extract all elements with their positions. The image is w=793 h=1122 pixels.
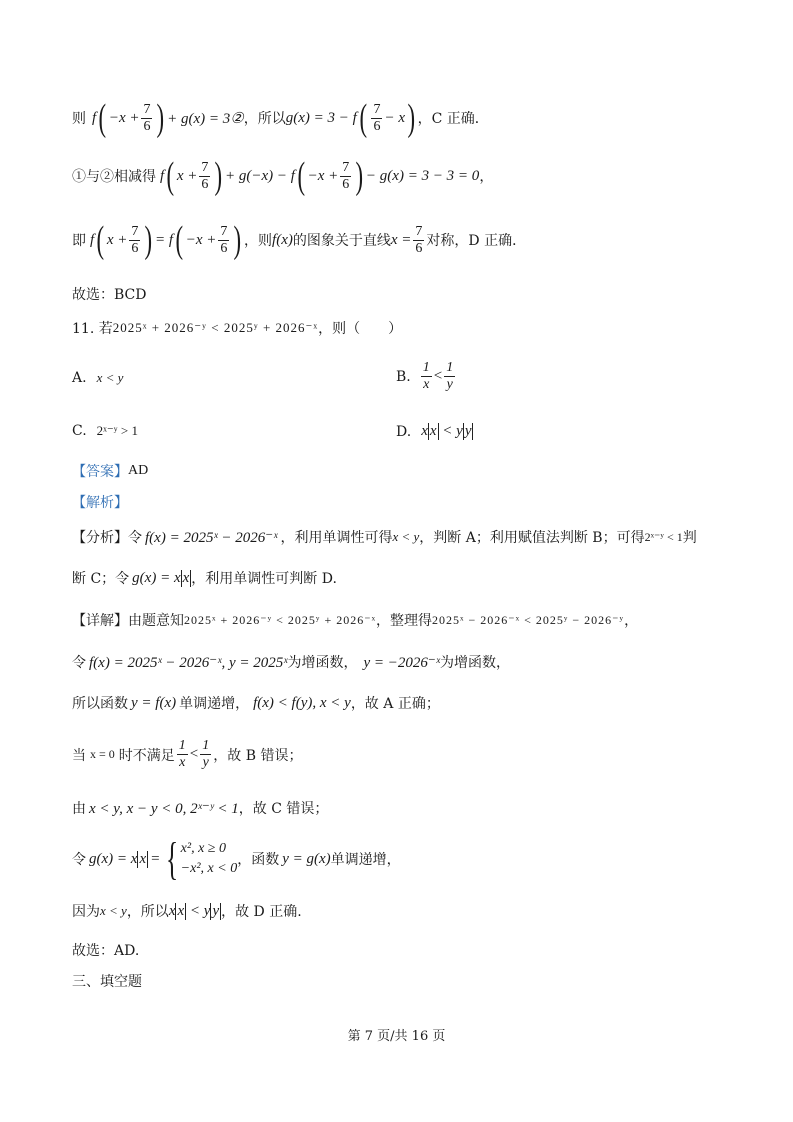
fraction: $\frac{7}{6}$ bbox=[201, 159, 209, 192]
text: 令 bbox=[72, 852, 86, 868]
detail-line-6 bbox=[72, 833, 401, 884]
option-d bbox=[396, 423, 473, 440]
text: ，则（ ） bbox=[318, 321, 403, 337]
detail-line-5 bbox=[72, 798, 328, 818]
text: ，故 C 错误； bbox=[238, 801, 329, 817]
fraction: $\frac{7}{6}$ bbox=[143, 101, 151, 134]
fraction: $\frac{1}{x}$ bbox=[178, 738, 186, 770]
math: y = −2026⁻ˣ bbox=[363, 654, 441, 671]
text: 即 bbox=[72, 233, 86, 249]
math: + g(x) = 3② bbox=[167, 110, 244, 127]
math: < y bbox=[438, 423, 463, 439]
fraction: $\frac{1}{y}$ bbox=[202, 738, 210, 770]
answer-line bbox=[72, 461, 148, 481]
math: 2ˣ⁻ʸ > 1 bbox=[96, 423, 138, 438]
math: + g(−x) − f bbox=[225, 167, 295, 184]
math: − x bbox=[384, 109, 405, 126]
paren-right: ) bbox=[157, 97, 165, 139]
text: ，故 D 正确. bbox=[221, 904, 302, 920]
text: ，故 A 正确； bbox=[350, 696, 440, 712]
option-a bbox=[72, 370, 123, 386]
math: = f bbox=[155, 231, 174, 248]
detail-line-4 bbox=[72, 738, 302, 771]
text: ，函数 bbox=[237, 852, 280, 868]
solution-line-1 bbox=[72, 97, 489, 139]
math: g(x) = x bbox=[132, 569, 181, 586]
math: g(x) = x bbox=[89, 850, 138, 867]
math: < y bbox=[186, 902, 211, 919]
math: −x + bbox=[108, 109, 140, 126]
text: 所以函数 bbox=[72, 696, 128, 712]
text: ，所以 bbox=[243, 111, 286, 127]
text: ，利用单调性可得 bbox=[280, 530, 393, 546]
math: 2ˣ⁻ʸ < 1 bbox=[644, 529, 683, 544]
text: 为增函数， bbox=[440, 655, 511, 671]
text: 由 bbox=[72, 801, 86, 817]
math: f bbox=[90, 231, 95, 248]
detail-line-3 bbox=[72, 693, 440, 713]
math: f(x) = 2025ˣ − 2026⁻ˣ bbox=[145, 529, 278, 546]
fraction: $\frac{7}{6}$ bbox=[342, 159, 350, 192]
math: y = g(x) bbox=[282, 850, 331, 867]
text: ，所以 bbox=[126, 904, 169, 920]
math: −x + bbox=[185, 231, 217, 248]
text: 令 bbox=[72, 655, 86, 671]
analysis-tag: 【解析】 bbox=[72, 495, 128, 511]
case-2: −x², x < 0 bbox=[180, 861, 238, 876]
math: x bbox=[139, 850, 147, 867]
text: 时不满足 bbox=[118, 747, 175, 764]
math: = bbox=[151, 850, 160, 867]
math: x bbox=[168, 902, 176, 919]
math: −x + bbox=[307, 167, 339, 184]
math: x + bbox=[106, 231, 128, 248]
paren-left: ( bbox=[297, 155, 306, 197]
option-b bbox=[396, 360, 457, 393]
math: x bbox=[182, 569, 190, 586]
detail-line-1 bbox=[72, 610, 638, 630]
analysis-heading bbox=[72, 492, 128, 512]
analysis-line-2 bbox=[72, 568, 337, 588]
text: 断 C；令 bbox=[72, 571, 130, 587]
text: ①与②相减得 bbox=[72, 169, 156, 185]
text: 故选：BCD bbox=[72, 287, 147, 303]
page-footer: 第 7 页/共 16 页 bbox=[347, 1029, 446, 1044]
math: x bbox=[429, 423, 437, 439]
option-label: C. bbox=[72, 423, 87, 439]
text: 故选：AD. bbox=[72, 943, 140, 959]
fraction: $\frac{1}{x}$ bbox=[422, 360, 430, 392]
paren-left: ( bbox=[359, 97, 367, 139]
option-label: B. bbox=[396, 368, 411, 385]
text: ，利用单调性可判断 D. bbox=[191, 571, 337, 587]
math: x bbox=[421, 423, 428, 439]
section-title: 三、填空题 bbox=[72, 974, 142, 990]
math: g(x) = 3 − f bbox=[285, 109, 357, 126]
math: f bbox=[160, 167, 165, 184]
detail-label: 【详解】 bbox=[72, 613, 128, 629]
fraction: $\frac{7}{6}$ bbox=[131, 223, 139, 256]
text: ，则 bbox=[244, 233, 273, 249]
option-c bbox=[72, 423, 138, 439]
text: ，C 正确． bbox=[417, 111, 489, 127]
math: x + bbox=[176, 167, 198, 184]
math: < bbox=[433, 368, 443, 384]
analysis-line-1 bbox=[72, 527, 697, 547]
piecewise-brace: { x², x ≥ 0 −x², x < 0 bbox=[165, 833, 238, 884]
text: 判 bbox=[682, 530, 697, 546]
solution-line-3 bbox=[72, 219, 527, 261]
paren-left: ( bbox=[175, 219, 184, 261]
case-1: x², x ≥ 0 bbox=[180, 841, 226, 856]
section-heading bbox=[72, 971, 142, 991]
math: 2025ˣ + 2026⁻ʸ < 2025ʸ + 2026⁻ˣ bbox=[184, 612, 377, 627]
math: x bbox=[177, 902, 185, 919]
paren-right: ) bbox=[407, 97, 416, 139]
paren-right: ) bbox=[233, 219, 242, 261]
math: y bbox=[464, 423, 472, 439]
analysis-label: 【分析】 bbox=[72, 530, 128, 546]
math: f(x) < f(y), x < y bbox=[253, 694, 351, 711]
text: ，判断 A；利用赋值法判断 B；可得 bbox=[419, 530, 645, 546]
text: 当 bbox=[72, 747, 86, 764]
math: x < y, x − y < 0, 2ˣ⁻ʸ < 1 bbox=[89, 800, 239, 817]
math: x < y bbox=[392, 529, 420, 544]
paren-right: ) bbox=[144, 219, 153, 261]
math: x < y bbox=[96, 370, 124, 385]
text: ，整理得 bbox=[376, 613, 433, 629]
math: − g(x) = 3 − 3 = 0 bbox=[365, 167, 480, 184]
fraction: $\frac{7}{6}$ bbox=[220, 223, 228, 256]
fraction: $\frac{1}{y}$ bbox=[446, 360, 454, 392]
answer-tag: 【答案】 bbox=[72, 464, 128, 480]
text: 为增函数， bbox=[287, 655, 358, 671]
fraction: $\frac{7}{6}$ bbox=[373, 101, 381, 134]
math: x = bbox=[390, 231, 412, 248]
paren-left: ( bbox=[96, 219, 105, 261]
math: y = f(x) bbox=[131, 694, 177, 711]
math: f(x) = 2025ˣ − 2026⁻ˣ, y = 2025ˣ bbox=[89, 654, 288, 671]
text: 因为 bbox=[72, 904, 100, 920]
text: 则 bbox=[72, 111, 86, 127]
fraction: $\frac{7}{6}$ bbox=[415, 223, 423, 256]
detail-line-2 bbox=[72, 652, 510, 672]
text: 对称，D 正确． bbox=[426, 233, 527, 249]
solution-line-4 bbox=[72, 284, 146, 304]
question-11 bbox=[72, 318, 402, 338]
math: x < y bbox=[100, 903, 127, 918]
text: 单调递增， bbox=[330, 852, 401, 868]
text: 11. 若 bbox=[72, 321, 113, 337]
text: 的图象关于直线 bbox=[292, 233, 391, 249]
math: 2025ˣ − 2026⁻ˣ < 2025ʸ − 2026⁻ʸ bbox=[432, 612, 625, 627]
option-label: A. bbox=[72, 370, 87, 386]
math: < bbox=[189, 746, 199, 762]
math: x = 0 bbox=[90, 747, 115, 761]
paren-left: ( bbox=[98, 97, 107, 139]
detail-line-7 bbox=[72, 901, 302, 921]
text: ，故 B 错误； bbox=[213, 747, 303, 764]
paren-right: ) bbox=[214, 155, 223, 197]
text: 单调递增， bbox=[179, 696, 250, 712]
text: ， bbox=[624, 613, 639, 629]
math: y bbox=[212, 902, 220, 919]
text: ， bbox=[479, 169, 494, 185]
text: 由题意知 bbox=[128, 613, 184, 629]
math: f bbox=[92, 109, 97, 126]
paren-right: ) bbox=[355, 155, 364, 197]
text: 令 bbox=[128, 530, 142, 546]
solution-line-2 bbox=[72, 155, 494, 197]
math: f(x) bbox=[272, 231, 293, 248]
detail-line-8 bbox=[72, 940, 139, 960]
option-label: D. bbox=[396, 423, 412, 440]
paren-left: ( bbox=[166, 155, 175, 197]
math: 2025ˣ + 2026⁻ʸ < 2025ʸ + 2026⁻ˣ bbox=[112, 320, 319, 335]
answer-value: AD bbox=[128, 463, 149, 478]
